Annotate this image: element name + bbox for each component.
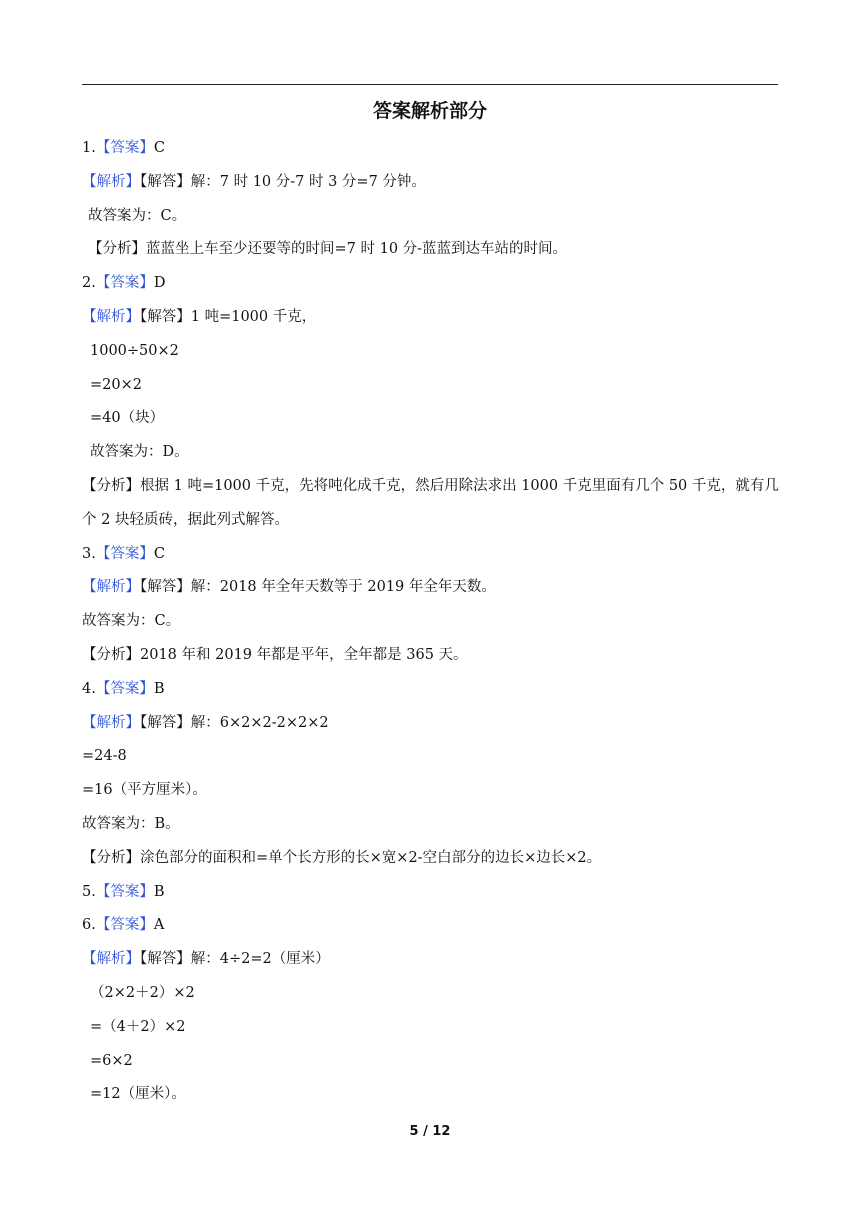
step-line: 1000÷50×2	[90, 342, 179, 359]
answer-label: 【答案】	[95, 680, 154, 697]
parse-label: 【解析】	[82, 951, 140, 968]
step-line: =12（厘米）。	[90, 1086, 186, 1103]
solution-line-1	[82, 166, 782, 200]
step-line: =24-8	[82, 748, 127, 765]
item-number: 4.	[82, 680, 96, 697]
answer-value: B	[153, 680, 165, 697]
answer-value: C	[153, 140, 165, 156]
parse-label: 【解析】	[82, 173, 140, 190]
parse-label: 【解析】	[82, 714, 140, 731]
page-title: 答案解析部分	[372, 100, 487, 122]
solve-text: 【解答】解：2018 年全年天数等于 2019 年全年天数。	[140, 579, 496, 596]
answer-label: 【答案】	[95, 883, 154, 900]
step-line: =6×2	[90, 1052, 133, 1069]
solve-text: 【解答】1 吨=1000 千克，	[140, 308, 317, 325]
answer-line-5	[82, 876, 782, 910]
answer-value: D	[153, 275, 166, 292]
item-number: 6.	[82, 917, 96, 934]
item-number: 5.	[82, 883, 96, 900]
analysis-line-1: 【分析】蓝蓝坐上车至少还要等的时间=7 时 10 分-蓝蓝到达车站的时间。	[88, 241, 568, 258]
item-number: 1.	[82, 140, 96, 156]
answer-line-2	[82, 267, 782, 301]
solution-line-4	[82, 707, 782, 741]
answer-line-3	[82, 538, 782, 572]
answer-label: 【答案】	[95, 545, 154, 562]
answer-value: A	[153, 917, 165, 934]
item-number: 3.	[82, 545, 96, 562]
analysis-line-2: 【分析】根据 1 吨=1000 千克，先将吨化成千克，然后用除法求出 1000 千克里面有几个 50 千克，就有几个 2 块轻质砖，据此列式解答。	[82, 477, 779, 528]
page-number: 5 / 12	[409, 1124, 451, 1139]
parse-label: 【解析】	[82, 308, 140, 325]
parse-label: 【解析】	[82, 579, 140, 596]
step-line: =40（块）	[90, 410, 165, 427]
solve-text: 【解答】解：7 时 10 分-7 时 3 分=7 分钟。	[140, 173, 426, 190]
analysis-line-3: 【分析】2018 年和 2019 年都是平年，全年都是 365 天。	[82, 646, 468, 663]
solution-line-3	[82, 571, 782, 605]
conclusion-line-1: 故答案为：C。	[88, 207, 187, 224]
answer-label: 【答案】	[95, 140, 154, 156]
analysis-line-4: 【分析】涂色部分的面积和=单个长方形的长×宽×2-空白部分的边长×边长×2。	[82, 849, 602, 866]
answer-line-4	[82, 673, 782, 707]
step-line: =20×2	[90, 376, 142, 393]
header-rule	[82, 84, 778, 85]
answer-value: C	[153, 545, 165, 562]
answer-value: B	[153, 883, 165, 900]
step-line: =（4＋2）×2	[90, 1018, 186, 1035]
solve-text: 【解答】解：4÷2=2（厘米）	[140, 951, 330, 968]
step-line: =16（平方厘米）。	[82, 782, 207, 799]
conclusion-line-4: 故答案为：B。	[82, 815, 180, 832]
solution-line-2	[82, 301, 782, 335]
answer-label: 【答案】	[95, 917, 154, 934]
item-number: 2.	[82, 275, 96, 292]
solve-text: 【解答】解：6×2×2-2×2×2	[140, 714, 329, 731]
answer-line-1	[82, 132, 782, 166]
solution-line-6	[82, 943, 782, 977]
conclusion-line-3: 故答案为：C。	[82, 613, 181, 630]
answer-label: 【答案】	[95, 275, 154, 292]
step-line: （2×2＋2）×2	[90, 984, 195, 1001]
answer-line-6	[82, 909, 782, 943]
conclusion-line-2: 故答案为：D。	[90, 444, 189, 461]
answer-content	[82, 132, 782, 1112]
